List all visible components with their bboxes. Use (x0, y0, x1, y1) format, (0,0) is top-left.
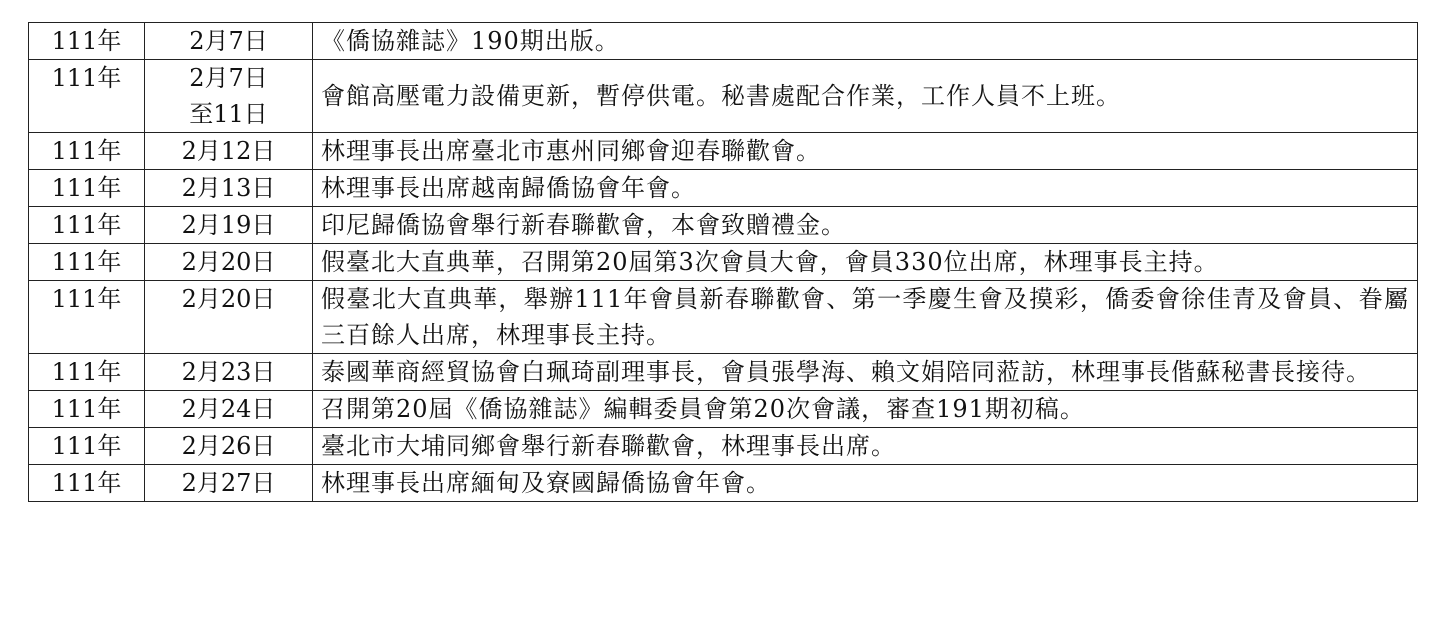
year-cell: 111年 (29, 281, 145, 354)
date-cell (145, 170, 313, 207)
date-text: 2月13日 (181, 174, 276, 202)
date-cell (145, 428, 313, 465)
event-cell: 泰國華商經貿協會白珮琦副理事長，會員張學海、賴文娟陪同蒞訪，林理事長偕蘇秘書長接待。 (313, 354, 1418, 391)
year-cell: 111年 (29, 354, 145, 391)
date-cell (145, 354, 313, 391)
year-cell: 111年 (29, 170, 145, 207)
table-row (29, 170, 1418, 207)
date-cell (145, 60, 313, 133)
date-text: 2月19日 (181, 211, 276, 239)
event-cell: 《僑協雜誌》190期出版。 (313, 23, 1418, 60)
event-cell: 假臺北大直典華，召開第20屆第3次會員大會，會員330位出席，林理事長主持。 (313, 244, 1418, 281)
date-text: 2月23日 (181, 358, 276, 386)
year-cell: 111年 (29, 23, 145, 60)
date-cell (145, 244, 313, 281)
date-text: 2月20日 (181, 285, 276, 313)
table-row (29, 281, 1418, 354)
event-cell: 召開第20屆《僑協雜誌》編輯委員會第20次會議，審查191期初稿。 (313, 391, 1418, 428)
event-cell: 印尼歸僑協會舉行新春聯歡會，本會致贈禮金。 (313, 207, 1418, 244)
date-cell (145, 391, 313, 428)
event-log-table (28, 22, 1418, 502)
year-cell: 111年 (29, 60, 145, 133)
table-row (29, 391, 1418, 428)
event-cell: 假臺北大直典華，舉辦111年會員新春聯歡會、第一季慶生會及摸彩，僑委會徐佳青及會員、眷屬三百餘人出席，林理事長主持。 (313, 281, 1418, 354)
table-row (29, 207, 1418, 244)
table-row (29, 23, 1418, 60)
year-cell: 111年 (29, 465, 145, 502)
event-cell: 林理事長出席臺北市惠州同鄉會迎春聯歡會。 (313, 133, 1418, 170)
year-cell: 111年 (29, 428, 145, 465)
table-row (29, 354, 1418, 391)
event-cell: 林理事長出席越南歸僑協會年會。 (313, 170, 1418, 207)
year-cell: 111年 (29, 244, 145, 281)
date-text: 2月27日 (181, 469, 276, 497)
date-text: 2月20日 (181, 248, 276, 276)
event-cell: 臺北市大埔同鄉會舉行新春聯歡會，林理事長出席。 (313, 428, 1418, 465)
year-cell: 111年 (29, 207, 145, 244)
date-text: 2月26日 (181, 432, 276, 460)
table-row (29, 133, 1418, 170)
table-row (29, 465, 1418, 502)
year-cell: 111年 (29, 133, 145, 170)
date-range-end-text: 至11日 (189, 100, 268, 128)
date-cell (145, 465, 313, 502)
date-cell (145, 23, 313, 60)
date-cell (145, 281, 313, 354)
date-text: 2月7日 (189, 64, 268, 92)
year-cell: 111年 (29, 391, 145, 428)
table-row (29, 244, 1418, 281)
event-cell: 會館高壓電力設備更新，暫停供電。秘書處配合作業，工作人員不上班。 (313, 60, 1418, 133)
date-text: 2月24日 (181, 395, 276, 423)
date-cell (145, 207, 313, 244)
event-cell: 林理事長出席緬甸及寮國歸僑協會年會。 (313, 465, 1418, 502)
date-text: 2月7日 (189, 27, 268, 55)
event-log-body (29, 23, 1418, 502)
date-text: 2月12日 (181, 137, 276, 165)
date-cell (145, 133, 313, 170)
table-row (29, 60, 1418, 133)
table-row (29, 428, 1418, 465)
